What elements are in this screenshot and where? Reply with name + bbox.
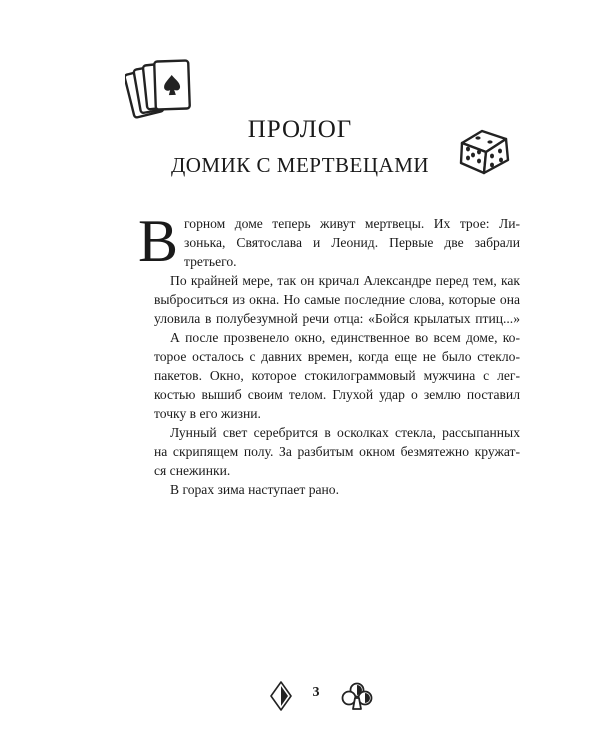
text-line: Лунный свет серебрится в осколках стекла, рассыпанных <box>170 425 520 440</box>
text-line: зонька, Святослава и Леонид. Первые две забрали <box>184 235 520 250</box>
text-line: выброситься из окна. Но самые последние слова, которые она <box>154 292 520 307</box>
dice-icon <box>456 125 514 177</box>
text-line: пакетов. Окно, которое стокилограммовый мужчина с лег- <box>154 368 520 383</box>
paragraph-3 <box>138 328 520 423</box>
text-line: А после прозвенело окно, единственное во всем доме, ко- <box>170 330 520 345</box>
text-line: третьего. <box>184 254 237 269</box>
text-line: горном доме теперь живут мертвецы. Их трое: Ли- <box>184 216 520 231</box>
chapter-label: ПРОЛОГ <box>247 116 353 143</box>
text-line: По крайней мере, так он кричал Александре перед тем, как <box>170 273 520 288</box>
body-text <box>138 208 520 499</box>
text-line: костью вышиб своим телом. Глухой удар о землю поставил <box>154 387 520 402</box>
text-line: уловила в полубезумной речи отца: «Бойся крылатых птиц...» <box>154 311 520 326</box>
text-line: торое осталось с давних времен, когда еще не было стекло- <box>154 349 520 364</box>
chapter-title: ДОМИК С МЕРТВЕЦАМИ <box>170 153 430 177</box>
text-line: В горах зима наступает рано. <box>170 482 339 497</box>
paragraph-1 <box>138 208 520 274</box>
text-line: на скрипящем полу. За разбитым окном безмятежно кружат- <box>154 444 520 459</box>
paragraph-5 <box>138 480 520 499</box>
diamond-icon <box>269 681 293 711</box>
paragraph-2 <box>138 271 520 328</box>
text-line: ся снежинки. <box>154 463 231 478</box>
drop-cap: В <box>138 208 179 274</box>
playing-cards-icon <box>125 55 197 123</box>
page-footer <box>0 673 600 713</box>
text-line: точку в его жизни. <box>154 406 261 421</box>
club-icon <box>337 681 377 711</box>
page-number: 3 <box>312 685 320 700</box>
paragraph-4 <box>138 423 520 480</box>
